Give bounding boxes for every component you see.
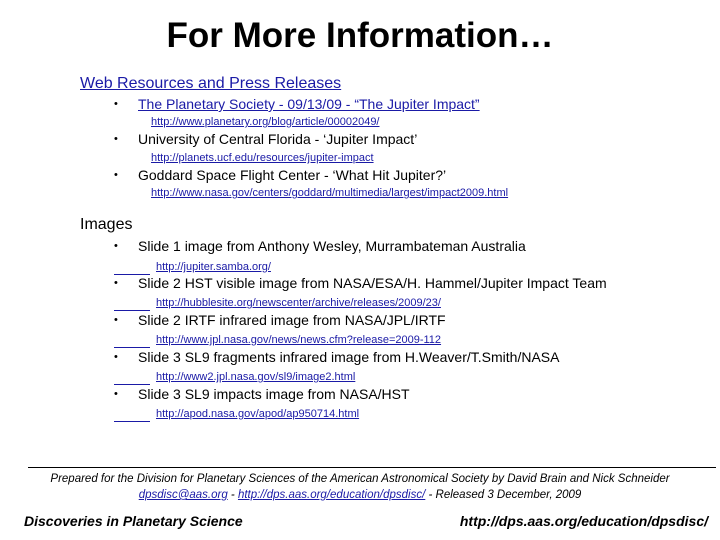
credits-line: Prepared for the Division for Planetary Sciences of the American Astronomical Society by David Brain and Nick Schneider [50, 473, 670, 485]
web-url-planetary-society[interactable]: http://www.planetary.org/blog/article/00002049/ [151, 116, 380, 128]
bullet-icon: • [114, 314, 118, 326]
web-item-planetary-society[interactable]: The Planetary Society - 09/13/09 - “The Jupiter Impact” [138, 96, 480, 112]
image-url-1[interactable]: http://jupiter.samba.org/ [156, 261, 271, 273]
image-url-3[interactable]: http://www.jpl.nasa.gov/news/news.cfm?release=2009-112 [156, 334, 442, 346]
underline-spacer [114, 409, 150, 422]
image-credit-4: Slide 3 SL9 fragments infrared image from H.Weaver/T.Smith/NASA [138, 349, 560, 365]
image-url-row-5 [114, 404, 359, 422]
slide-title: For More Information… [166, 16, 554, 55]
bullet-icon: • [114, 98, 118, 110]
image-url-row-4 [114, 367, 355, 385]
bullet-icon: • [114, 388, 118, 400]
image-url-row-3 [114, 330, 441, 348]
footer-url[interactable]: http://dps.aas.org/education/dpsdisc/ [459, 513, 708, 529]
image-credit-3: Slide 2 IRTF infrared image from NASA/JPL/IRTF [138, 312, 446, 328]
web-url-ucf[interactable]: http://planets.ucf.edu/resources/jupiter-impact [151, 152, 374, 164]
underline-spacer [114, 298, 150, 311]
image-url-5[interactable]: http://apod.nasa.gov/apod/ap950714.html [156, 408, 360, 420]
web-resources-heading[interactable]: Web Resources and Press Releases [80, 75, 342, 92]
image-url-row-1 [114, 257, 271, 275]
bullet-icon: • [114, 351, 118, 363]
footer-divider [28, 467, 716, 468]
credits-site-link[interactable]: http://dps.aas.org/education/dpsdisc/ [237, 489, 426, 501]
footer-series-title: Discoveries in Planetary Science [24, 513, 243, 529]
credits-contact-line [0, 487, 720, 503]
image-url-4[interactable]: http://www2.jpl.nasa.gov/sl9/image2.html [156, 371, 356, 383]
image-credit-1: Slide 1 image from Anthony Wesley, Murrambateman Australia [138, 238, 526, 254]
credits-email-link[interactable]: dpsdisc@aas.org [138, 489, 228, 501]
images-heading: Images [80, 216, 133, 233]
image-url-2[interactable]: http://hubblesite.org/newscenter/archive/releases/2009/23/ [156, 297, 441, 309]
bullet-icon: • [114, 240, 118, 252]
image-credit-5: Slide 3 SL9 impacts image from NASA/HST [138, 386, 410, 402]
bullet-icon: • [114, 277, 118, 289]
web-url-goddard[interactable]: http://www.nasa.gov/centers/goddard/multimedia/largest/impact2009.html [151, 187, 509, 199]
image-credit-2: Slide 2 HST visible image from NASA/ESA/H. Hammel/Jupiter Impact Team [138, 275, 607, 291]
web-item-goddard: Goddard Space Flight Center - ‘What Hit Jupiter?’ [138, 167, 447, 183]
bullet-icon: • [114, 133, 118, 145]
bullet-icon: • [114, 169, 118, 181]
credits-release-date: Released 3 December, 2009 [435, 489, 582, 501]
image-url-row-2 [114, 293, 441, 311]
underline-spacer [114, 372, 150, 385]
credits-separator: - [227, 489, 238, 501]
underline-spacer [114, 335, 150, 348]
web-item-ucf: University of Central Florida - ‘Jupiter Impact’ [138, 131, 418, 147]
credits-separator: - [425, 489, 436, 501]
